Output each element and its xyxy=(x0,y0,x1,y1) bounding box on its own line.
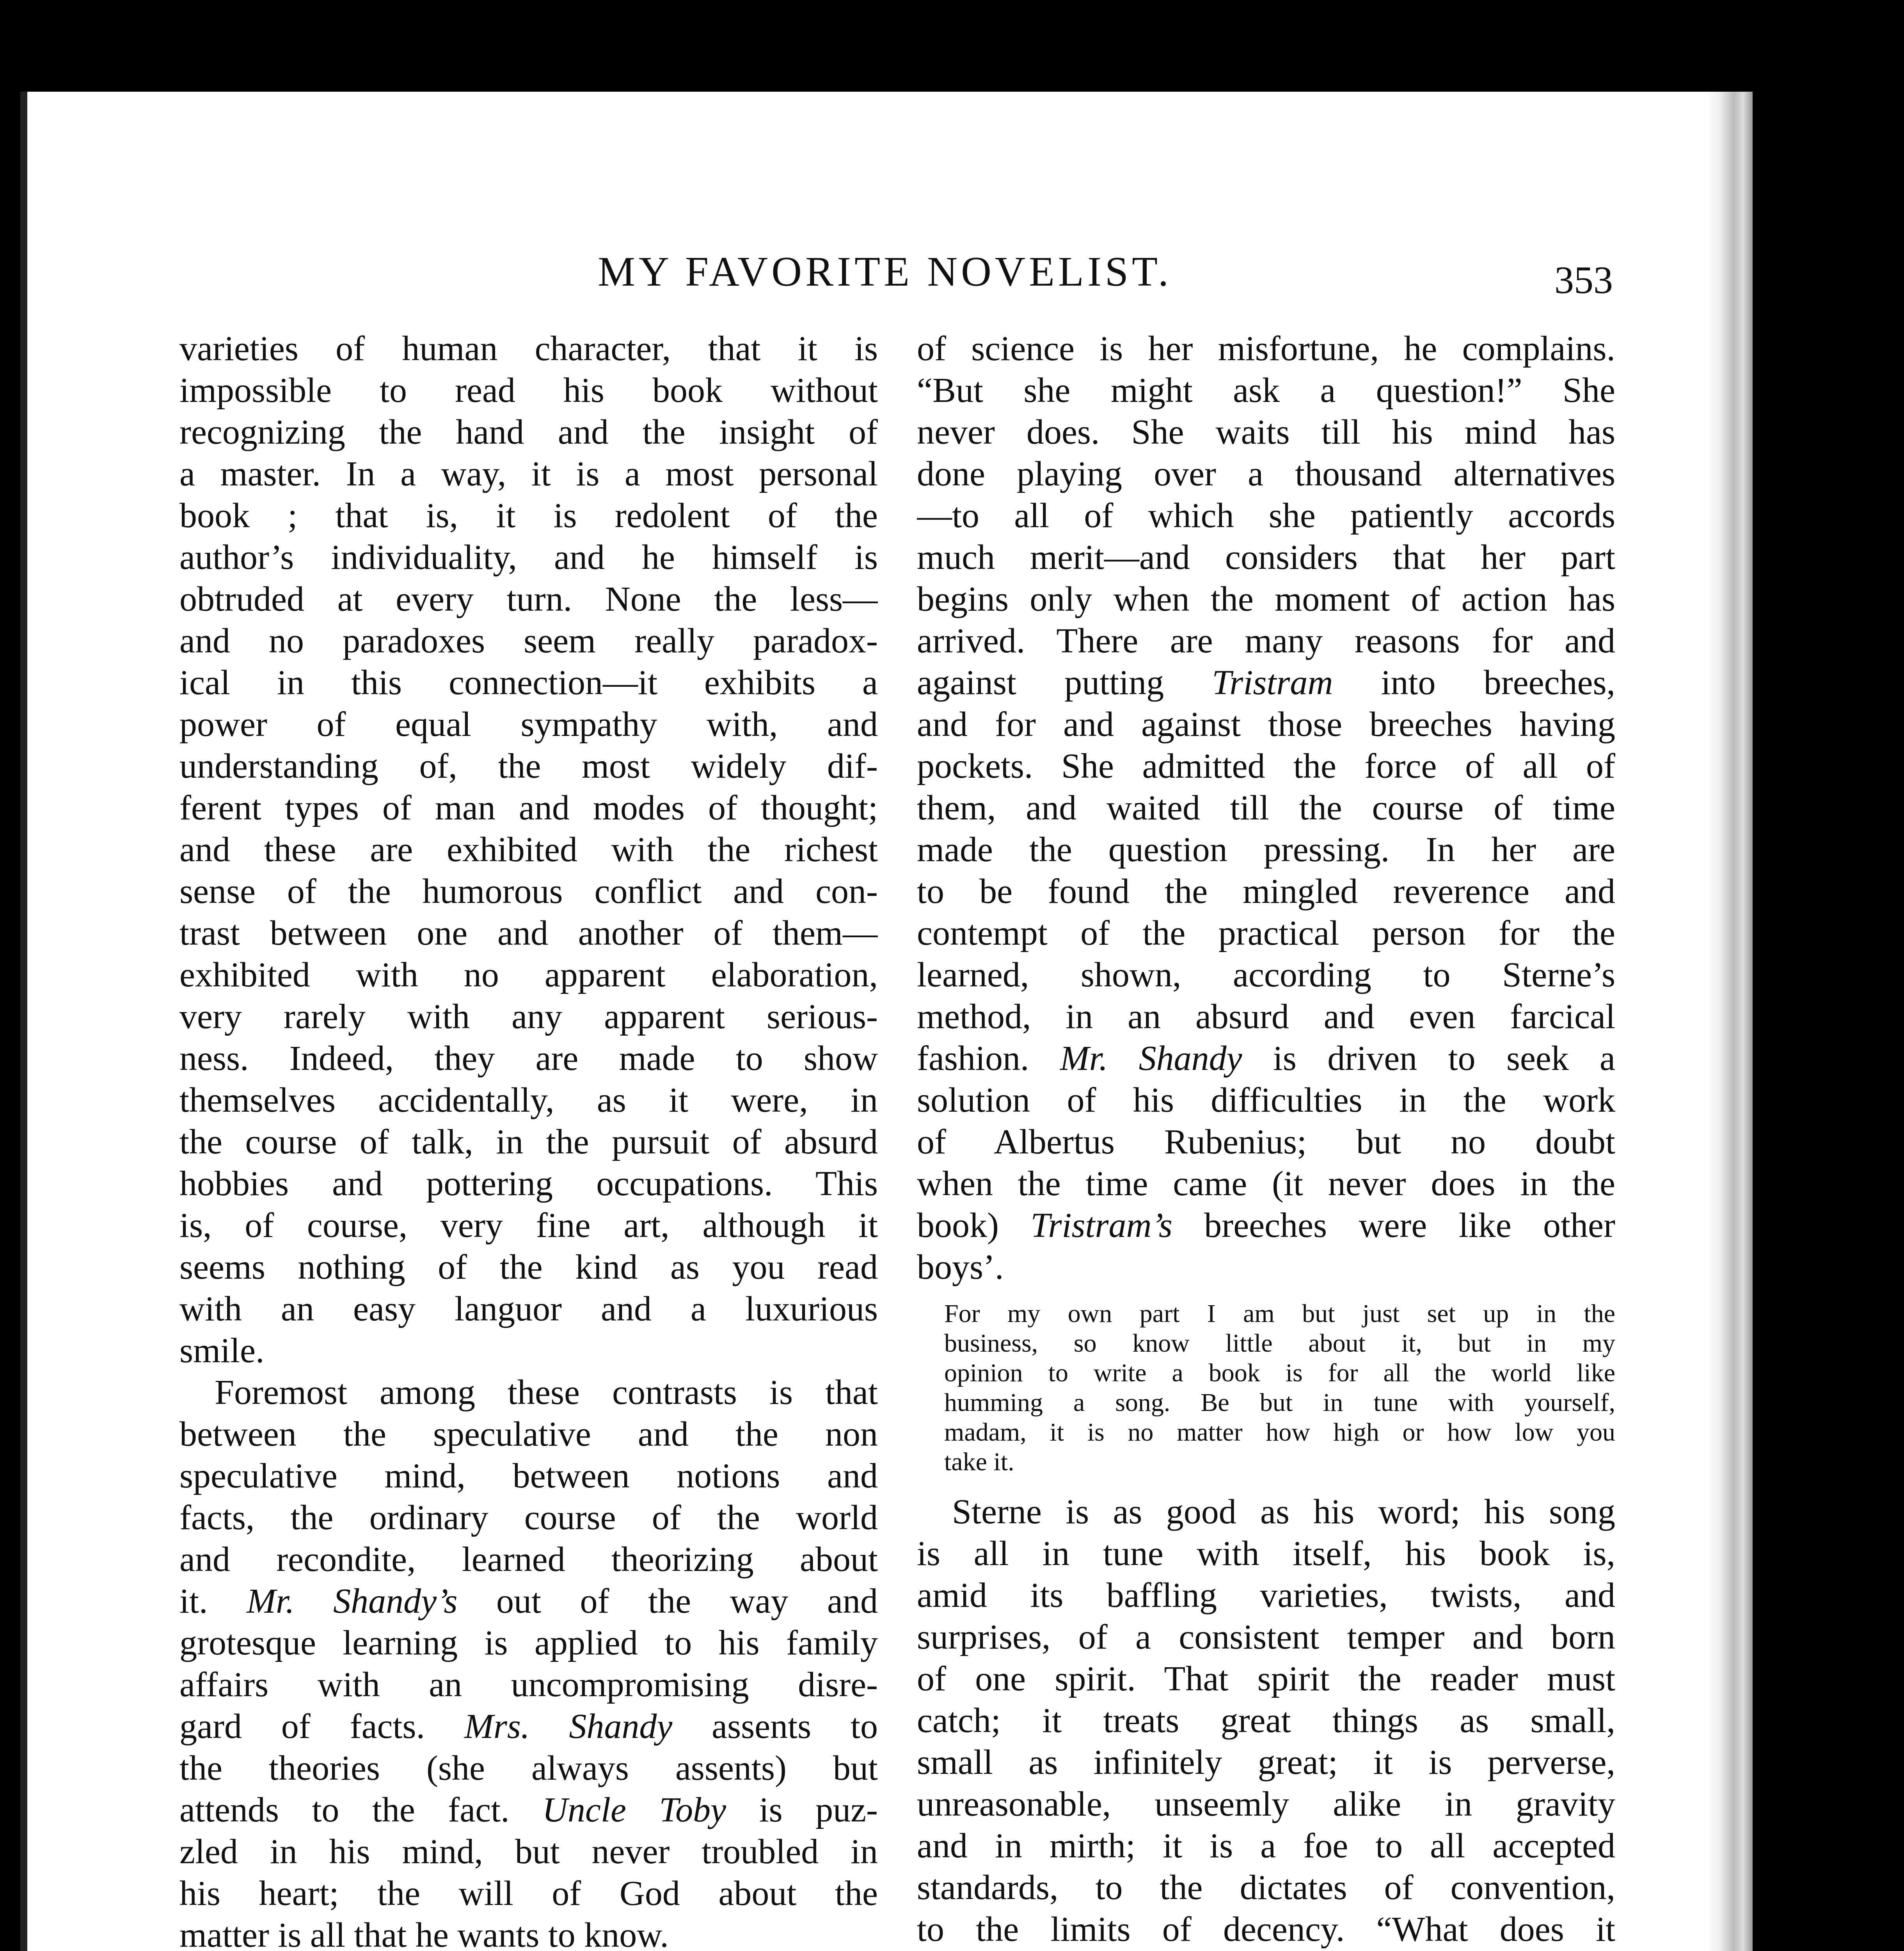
text-line: —to all of which she patiently accords xyxy=(917,496,1615,535)
text-line: themselves accidentally, as it were, in xyxy=(179,1081,878,1119)
text-line: pockets. She admitted the force of all of xyxy=(917,747,1615,785)
text-line: standards, to the dictates of convention, xyxy=(917,1868,1615,1907)
text-line: impossible to read his book without xyxy=(179,371,878,410)
text-line: business, so know little about it, but in my xyxy=(944,1329,1615,1358)
text-line: against putting Tristram into breeches, xyxy=(917,663,1615,702)
text-line: with an easy languor and a luxurious xyxy=(179,1290,878,1328)
text-line: grotesque learning is applied to his family xyxy=(179,1624,878,1662)
text-line: and for and against those breeches having xyxy=(917,705,1615,744)
text-line: and these are exhibited with the richest xyxy=(179,830,878,869)
text-line: “But she might ask a question!” She xyxy=(917,371,1615,410)
text-line: to be found the mingled reverence and xyxy=(917,872,1615,911)
text-line: ical in this connection—it exhibits a xyxy=(179,663,878,702)
text-line: power of equal sympathy with, and xyxy=(179,705,878,744)
text-line: gard of facts. Mrs. Shandy assents to xyxy=(179,1707,878,1746)
text-line: it. Mr. Shandy’s out of the way and xyxy=(179,1582,878,1621)
text-line: when the time came (it never does in the xyxy=(917,1164,1615,1203)
running-head: MY FAVORITE NOVELIST. xyxy=(598,249,1172,295)
block-quote-sterne-song xyxy=(917,1299,1615,1477)
text-line: his heart; the will of God about the xyxy=(179,1874,878,1913)
text-line: begins only when the moment of action has xyxy=(917,580,1615,618)
text-line: exhibited with no apparent elaboration, xyxy=(179,956,878,994)
text-line: Sterne is as good as his word; his song xyxy=(952,1493,1615,1531)
text-line: speculative mind, between notions and xyxy=(179,1457,878,1495)
text-line: humming a song. Be but in tune with yourself, xyxy=(944,1388,1615,1417)
right-column-text-1 xyxy=(917,328,1615,1288)
text-line: done playing over a thousand alternatives xyxy=(917,455,1615,493)
text-line: opinion to write a book is for all the world like xyxy=(944,1359,1615,1387)
left-column xyxy=(179,328,878,1951)
text-line: the course of talk, in the pursuit of absurd xyxy=(179,1123,878,1161)
text-line: to the limits of decency. “What does it xyxy=(917,1910,1615,1949)
text-line: arrived. There are many reasons for and xyxy=(917,622,1615,660)
page-edge-shadow xyxy=(1706,92,1753,1951)
text-line: boys’. xyxy=(917,1248,1004,1286)
text-line: never does. She waits till his mind has xyxy=(917,413,1615,451)
text-line: between the speculative and the non xyxy=(179,1415,878,1453)
text-line: and recondite, learned theorizing about xyxy=(179,1540,878,1579)
text-line: a master. In a way, it is a most personal xyxy=(179,455,878,493)
text-line: matter is all that he wants to know. xyxy=(179,1916,669,1951)
text-line: unreasonable, unseemly alike in gravity xyxy=(917,1785,1615,1823)
text-line: catch; it treats great things as small, xyxy=(917,1701,1615,1740)
text-line: ness. Indeed, they are made to show xyxy=(179,1039,878,1078)
text-line: seems nothing of the kind as you read xyxy=(179,1248,878,1286)
right-column-text-2 xyxy=(917,1491,1615,1951)
text-line: For my own part I am but just set up in the xyxy=(944,1299,1615,1328)
text-line: trast between one and another of them— xyxy=(179,914,878,952)
text-line: very rarely with any apparent serious- xyxy=(179,997,878,1036)
text-line: recognizing the hand and the insight of xyxy=(179,413,878,451)
text-line: take it. xyxy=(944,1448,1014,1476)
text-line: surprises, of a consistent temper and born xyxy=(917,1618,1615,1656)
right-column xyxy=(917,328,1615,1951)
text-line: amid its baffling varieties, twists, and xyxy=(917,1576,1615,1615)
text-line: understanding of, the most widely dif- xyxy=(179,747,878,785)
text-line: Foremost among these contrasts is that xyxy=(215,1373,878,1412)
text-line: zled in his mind, but never troubled in xyxy=(179,1832,878,1871)
text-line: method, in an absurd and even farcical xyxy=(917,997,1615,1036)
text-line: sense of the humorous conflict and con- xyxy=(179,872,878,911)
text-line: facts, the ordinary course of the world xyxy=(179,1498,878,1537)
text-line: the theories (she always assents) but xyxy=(179,1749,878,1788)
text-line: affairs with an uncompromising disre- xyxy=(179,1665,878,1704)
text-line: learned, shown, according to Sterne’s xyxy=(917,956,1615,994)
text-line: fashion. Mr. Shandy is driven to seek a xyxy=(917,1039,1615,1078)
text-line: attends to the fact. Uncle Toby is puz- xyxy=(179,1791,878,1829)
text-line: of science is her misfortune, he complains. xyxy=(917,329,1615,368)
text-line: ferent types of man and modes of thought; xyxy=(179,789,878,827)
text-line: solution of his difficulties in the work xyxy=(917,1081,1615,1119)
text-line: small as infinitely great; it is perverse, xyxy=(917,1743,1615,1782)
text-line: much merit—and considers that her part xyxy=(917,538,1615,577)
text-line: contempt of the practical person for the xyxy=(917,914,1615,952)
text-line: and in mirth; it is a foe to all accepted xyxy=(917,1827,1615,1865)
text-line: is all in tune with itself, his book is, xyxy=(917,1534,1615,1573)
text-line: of one spirit. That spirit the reader must xyxy=(917,1660,1615,1698)
text-line: of Albertus Rubenius; but no doubt xyxy=(917,1123,1615,1161)
text-line: book ; that is, it is redolent of the xyxy=(179,496,878,535)
text-line: them, and waited till the course of time xyxy=(917,789,1615,827)
text-line: is, of course, very fine art, although it xyxy=(179,1206,878,1245)
text-line: and no paradoxes seem really paradox- xyxy=(179,622,878,660)
text-line: author’s individuality, and he himself is xyxy=(179,538,878,577)
page-gutter-shadow xyxy=(20,92,27,1951)
text-line: smile. xyxy=(179,1331,265,1370)
page-number: 353 xyxy=(1554,258,1613,302)
text-line: made the question pressing. In her are xyxy=(917,830,1615,869)
text-line: madam, it is no matter how high or how low you xyxy=(944,1418,1615,1446)
text-line: book) Tristram’s breeches were like other xyxy=(917,1206,1615,1245)
text-line: varieties of human character, that it is xyxy=(179,329,878,368)
text-line: obtruded at every turn. None the less— xyxy=(179,580,878,618)
text-line: hobbies and pottering occupations. This xyxy=(179,1164,878,1203)
book-page xyxy=(20,92,1753,1951)
